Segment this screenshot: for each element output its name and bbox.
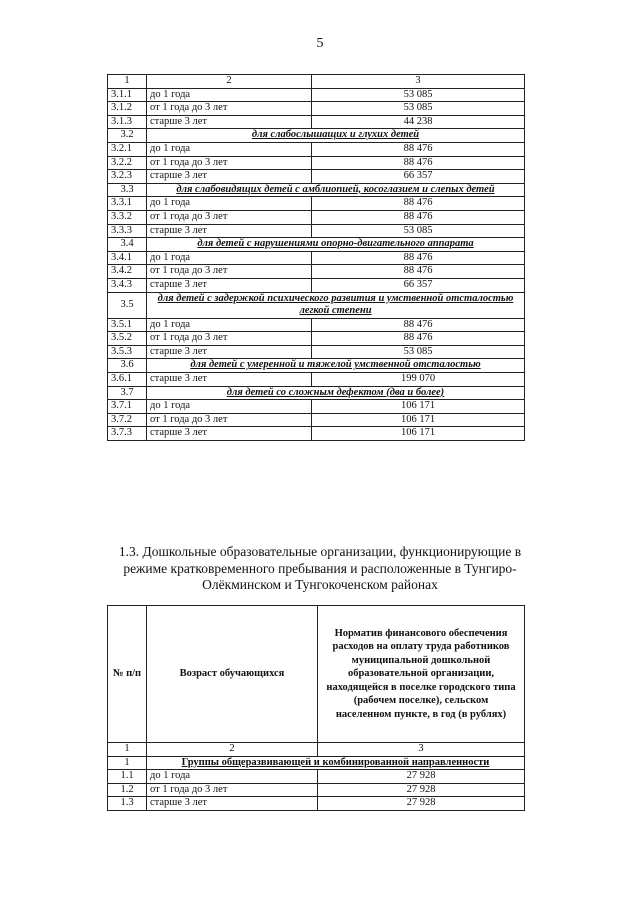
table-row [108,210,525,224]
age-group: до 1 года [147,142,312,156]
section-title: для детей со сложным дефектом (два и более) [147,386,525,400]
table-section-row [108,238,525,252]
table-row [108,88,525,102]
funding-value: 44 238 [312,115,525,129]
section-number: 3.2 [108,129,147,143]
funding-value: 53 085 [312,345,525,359]
table-row [108,797,525,811]
row-number: 3.3.2 [108,210,147,224]
row-number: 3.7.2 [108,413,147,427]
age-group: старше 3 лет [147,373,312,387]
group-number: 1 [108,756,147,770]
page-number: 5 [316,36,324,51]
age-group: до 1 года [147,318,312,332]
header-funding-standard: Норматив финансового обеспечения расходов на оплату труда работников муниципальной дошкольной образовательной организации, находящейся в поселке городского типа (рабочем поселке), сельском населенном пункте, в год (в рублях) [318,606,525,743]
funding-value: 88 476 [312,210,525,224]
column-number: 1 [108,743,147,757]
table-row [108,102,525,116]
table-row [108,115,525,129]
funding-value: 53 085 [312,88,525,102]
funding-table-continued [107,74,525,441]
table-row [108,224,525,238]
row-number: 3.4.3 [108,278,147,292]
section-title: для детей с умеренной и тяжелой умственной отсталостью [147,359,525,373]
age-group: до 1 года [147,251,312,265]
row-number: 3.3.3 [108,224,147,238]
funding-value: 27 928 [318,770,525,784]
column-number: 3 [318,743,525,757]
row-number: 3.1.2 [108,102,147,116]
header-age: Возраст обучающихся [147,606,318,743]
table-section-row [108,386,525,400]
row-number: 3.5.3 [108,345,147,359]
column-number: 1 [108,75,147,89]
row-number: 3.2.1 [108,142,147,156]
table-row [108,142,525,156]
funding-value: 88 476 [312,332,525,346]
age-group: старше 3 лет [147,224,312,238]
row-number: 3.5.1 [108,318,147,332]
table-row [108,197,525,211]
table-row [108,373,525,387]
funding-value: 88 476 [312,142,525,156]
table-section-row [108,292,525,318]
table-column-numbering-row [108,75,525,89]
section-number: 3.3 [108,183,147,197]
age-group: от 1 года до 3 лет [147,413,312,427]
row-number: 3.5.2 [108,332,147,346]
funding-value: 66 357 [312,170,525,184]
age-group: от 1 года до 3 лет [147,783,318,797]
age-group: старше 3 лет [147,797,318,811]
table-row [108,251,525,265]
row-number: 1.2 [108,783,147,797]
funding-value: 88 476 [312,156,525,170]
funding-value: 106 171 [312,427,525,441]
row-number: 3.3.1 [108,197,147,211]
table-column-numbering-row [108,743,525,757]
funding-value: 106 171 [312,400,525,414]
age-group: до 1 года [147,770,318,784]
section-number: 3.6 [108,359,147,373]
funding-value: 66 357 [312,278,525,292]
funding-value: 88 476 [312,265,525,279]
age-group: от 1 года до 3 лет [147,332,312,346]
section-title: для детей с нарушениями опорно-двигательного аппарата [147,238,525,252]
section-title: для слабовидящих детей с амблиопией, косоглазием и слепых детей [147,183,525,197]
table-header-row [108,606,525,743]
age-group: старше 3 лет [147,278,312,292]
row-number: 3.1.3 [108,115,147,129]
section-number: 3.7 [108,386,147,400]
table-group-row [108,756,525,770]
table-row [108,156,525,170]
column-number: 2 [147,743,318,757]
age-group: от 1 года до 3 лет [147,265,312,279]
funding-value: 88 476 [312,251,525,265]
row-number: 3.4.2 [108,265,147,279]
group-label: Группы общеразвивающей и комбинированной направленности [147,756,525,770]
table-row [108,413,525,427]
funding-value: 53 085 [312,102,525,116]
table-section-row [108,183,525,197]
table-row [108,400,525,414]
row-number: 3.1.1 [108,88,147,102]
age-group: от 1 года до 3 лет [147,102,312,116]
row-number: 3.2.2 [108,156,147,170]
section-number: 3.5 [108,292,147,318]
row-number: 3.6.1 [108,373,147,387]
age-group: старше 3 лет [147,345,312,359]
age-group: старше 3 лет [147,115,312,129]
age-group: до 1 года [147,197,312,211]
section-number: 3.4 [108,238,147,252]
funding-value: 106 171 [312,413,525,427]
funding-value: 27 928 [318,783,525,797]
row-number: 3.2.3 [108,170,147,184]
row-number: 1.3 [108,797,147,811]
row-number: 3.4.1 [108,251,147,265]
funding-value: 27 928 [318,797,525,811]
table-row [108,265,525,279]
table-row [108,332,525,346]
short-stay-funding-table [107,605,525,811]
table-section-row [108,129,525,143]
section-title: для слабослышащих и глухих детей [147,129,525,143]
age-group: до 1 года [147,400,312,414]
table-row [108,318,525,332]
column-number: 2 [147,75,312,89]
row-number: 3.7.3 [108,427,147,441]
row-number: 1.1 [108,770,147,784]
section-caption: 1.3. Дошкольные образовательные организации, функционирующие в режиме кратковременного пребывания и расположенные в Тунгиро-Олёкминском и Тунгокоченском районах [118,544,522,592]
age-group: до 1 года [147,88,312,102]
table-row [108,170,525,184]
age-group: старше 3 лет [147,427,312,441]
table-row [108,783,525,797]
section-title: для детей с задержкой психического развития и умственной отсталостью легкой степени [147,292,525,318]
table-row [108,427,525,441]
table-row [108,345,525,359]
table-row [108,770,525,784]
table-section-row [108,359,525,373]
funding-value: 88 476 [312,318,525,332]
funding-value: 199 070 [312,373,525,387]
row-number: 3.7.1 [108,400,147,414]
age-group: от 1 года до 3 лет [147,210,312,224]
table-row [108,278,525,292]
funding-value: 53 085 [312,224,525,238]
column-number: 3 [312,75,525,89]
age-group: от 1 года до 3 лет [147,156,312,170]
funding-value: 88 476 [312,197,525,211]
header-number: № п/п [108,606,147,743]
age-group: старше 3 лет [147,170,312,184]
